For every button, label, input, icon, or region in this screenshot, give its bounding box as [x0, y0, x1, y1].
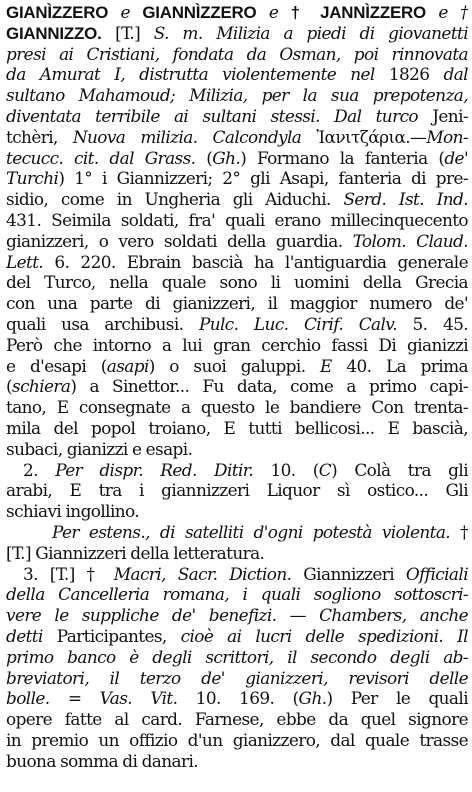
headword: † JANNÌZZERO [290, 3, 426, 22]
text-segment: ) a Sinettor... Fu data, come a primo capi- [70, 376, 468, 397]
text-line [6, 23, 468, 44]
text-segment: ) Colà tra gli [331, 459, 468, 480]
italic-text: della Cancelleria romana, i quali sogliono sottoscri- [6, 584, 468, 605]
text-line [6, 335, 468, 356]
text-line [6, 709, 468, 730]
text-segment: in premio un offizio d'un gianizzero, dal quale trasse [6, 729, 468, 750]
text-line [6, 376, 468, 397]
text-segment: ) 1° i Giannizzeri; 2° gli Asapi, fanteria di pre- [58, 168, 468, 189]
italic-text: diventata terribile ai sultani stessi. Dal turco [6, 105, 433, 126]
italic-text: S. m. Milizia a piedi di giovanetti [153, 22, 468, 43]
text-line [6, 751, 468, 772]
italic-text: schiera [12, 376, 71, 397]
text-line [6, 44, 468, 65]
italic-text: sultano Mahamoud; Milizia, per la sua prepotenza, [6, 85, 468, 106]
text-line [6, 293, 468, 314]
text-line [6, 626, 468, 647]
text-line [6, 64, 468, 85]
text-segment: Jeni- [432, 105, 468, 126]
text-line [6, 356, 468, 377]
text-segment: mila del popol troiano, E tutti bellicosi... E bascià, [6, 417, 468, 438]
italic-text: Macri, Sacr. Diction. [113, 563, 292, 584]
text-segment: subaci, gianizzi e esapi. [6, 438, 193, 459]
text-line [6, 647, 468, 668]
text-segment: ) Per le quali [326, 688, 468, 709]
text-line [6, 272, 468, 293]
italic-text: Officiali [405, 563, 468, 584]
text-segment: tano, E consegnate a questo le bandiere Con trenta- [6, 397, 468, 418]
text-line [6, 480, 468, 501]
text-line [6, 210, 468, 231]
italic-text: Tolom. Claud. [352, 230, 468, 251]
text-segment: 40. La prima [331, 355, 468, 376]
text-segment: buona somma di danari. [6, 750, 199, 771]
text-segment: 5. 45. [397, 313, 468, 334]
text-segment: tchèri, [6, 126, 73, 147]
italic-text: e [108, 2, 143, 22]
text-segment: 10. ( [253, 459, 319, 480]
italic-text: vere le suppliche de' benefizi. — Chambers, anche [6, 605, 468, 626]
text-segment: † [450, 521, 468, 542]
text-segment: 431. Seimila soldati, fra' quali erano millecinquecento [6, 209, 468, 230]
text-segment: 1826 [388, 64, 430, 85]
text-segment: con una parte di gianizzeri, il maggior numero de' [6, 293, 468, 314]
italic-text: da Amurat I, distrutta violentemente nel [6, 64, 389, 85]
text-segment: 2. [23, 459, 56, 480]
text-line [6, 543, 468, 564]
text-segment: quali usa archibusi. [6, 313, 199, 334]
italic-text: Nuova milizia. Calcondyla [72, 126, 317, 147]
headword: GIANÌZZERO [6, 3, 109, 22]
italic-text: Turchi [6, 168, 59, 189]
italic-text: tecucc. cit. dal Grass. [6, 147, 196, 168]
text-line [6, 522, 468, 543]
text-line [6, 168, 468, 189]
text-line [6, 189, 468, 210]
text-line [6, 564, 468, 585]
italic-text: Gh. [212, 147, 241, 168]
italic-text: e [256, 2, 291, 22]
italic-text: asapi [106, 355, 149, 376]
text-line [6, 2, 468, 23]
text-segment: e d'esapi ( [6, 355, 107, 376]
text-line [6, 314, 468, 335]
text-line [6, 148, 468, 169]
text-line [6, 730, 468, 751]
text-line [6, 605, 468, 626]
italic-text: breviatori, il terzo de' gianizzeri, revisori delle [6, 667, 468, 688]
text-line [6, 688, 468, 709]
italic-text: bolle. = Vas. Vit. [6, 688, 178, 709]
italic-text: Lett. [6, 251, 44, 272]
italic-text: E [320, 355, 332, 376]
dictionary-entry [6, 2, 468, 771]
italic-text: Serd. Ist. Ind. [343, 189, 468, 210]
text-segment: [T.] Giannizzeri della letteratura. [6, 542, 265, 563]
italic-text: cioè ai lucri delle spedizioni. Il [180, 625, 468, 646]
text-segment: gianizzeri, o vero soldati della guardia. [6, 230, 353, 251]
text-segment: ) o suoi galuppi. [148, 355, 321, 376]
italic-text: Per dispr. Red. Ditir. [55, 459, 254, 480]
italic-text: Gh. [298, 688, 327, 709]
text-segment: Però che intorno a lui gran cerchio fassi Di gianizzi [6, 334, 468, 355]
italic-text: Per estens., di satelliti d'ogni potestà violenta. [52, 521, 451, 542]
text-segment: sidio, come in Ungheria gli Aiduchi. [6, 189, 344, 210]
italic-text: primo banco è degli scrittori, il secondo degli ab- [6, 646, 468, 667]
text-segment: 3. [T.] † [23, 563, 114, 584]
italic-text: —Mon- [410, 126, 468, 147]
text-segment: Ἰανιτζάρια. [316, 126, 411, 147]
text-segment: Participantes, [56, 625, 181, 646]
italic-text: dal [429, 64, 468, 85]
italic-text: detti [6, 625, 57, 646]
text-segment: [T.] [101, 22, 154, 43]
headword: GIANNÌZZERO [142, 3, 257, 22]
italic-text: presi ai Cristiani, fondata da Osman, poi rinnovata [6, 43, 468, 64]
text-line [6, 418, 468, 439]
text-line [6, 231, 468, 252]
italic-text: Pulc. Luc. Cirif. Calv. [198, 313, 397, 334]
text-line [6, 439, 468, 460]
text-line [6, 501, 468, 522]
text-segment: schiavi ingollino. [6, 501, 140, 522]
italic-text: de' [444, 147, 468, 168]
text-segment: del Turco, nella quale sono li uomini della Grecia [6, 272, 468, 293]
text-line [6, 668, 468, 689]
italic-text: C [318, 459, 332, 480]
headword: GIANNIZZO. [6, 23, 102, 43]
text-line [6, 127, 468, 148]
text-segment: opere fatte al card. Farnese, ebbe da quel signore [6, 709, 468, 730]
text-line [6, 397, 468, 418]
text-segment: arabi, E tra i giannizzeri Liquor sì ostico... Gli [6, 480, 468, 501]
text-segment: ( [195, 147, 213, 168]
text-line [6, 460, 468, 481]
text-segment: ( [6, 376, 12, 397]
italic-text: e † [426, 2, 468, 22]
text-line [6, 106, 468, 127]
text-segment: Giannizzeri [291, 563, 406, 584]
text-segment: ) Formano la fanteria ( [240, 147, 445, 168]
text-segment: 10. 169. ( [177, 688, 299, 709]
text-line [6, 584, 468, 605]
text-segment: 6. 220. Ebrain bascià ha l'antiguardia generale [43, 251, 468, 272]
text-line [6, 252, 468, 273]
text-line [6, 85, 468, 106]
